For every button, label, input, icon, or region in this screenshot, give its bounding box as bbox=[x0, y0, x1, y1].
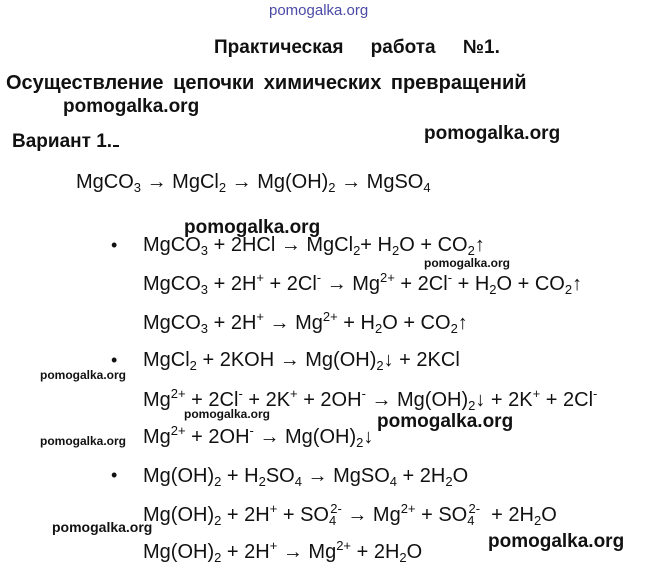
reaction-chain: MgCO$_3$ → MgCl$_2$ → $Mg(OH)_2$ → MgSO$_4$ bbox=[76, 171, 431, 195]
watermark-top: pomogalka.org bbox=[269, 2, 369, 19]
watermark: pomogalka.org bbox=[488, 531, 625, 552]
watermark: pomogalka.org bbox=[377, 411, 514, 432]
equation-short-ionic-1: MgCO$_3$ + $2H^+ \to Mg^{2+} + H_2O$ + $CO_2↑$ bbox=[143, 309, 468, 336]
equation-molecular-3: $Mg(OH)_2 + H_2SO_4$ → MgSO$_4$ + $2H_2O$ bbox=[143, 465, 469, 489]
watermark: pomogalka.org bbox=[40, 434, 127, 448]
watermark: pomogalka.org bbox=[184, 217, 321, 238]
equation-short-ionic-2: $Mg^{2+} + 2OH^-$ → $Mg(OH)_2↓$ bbox=[143, 423, 374, 450]
watermark: pomogalka.org bbox=[184, 407, 271, 421]
equation-molecular-1: MgCO$_3$ + 2HCl → MgCl$_2$+ $H_2O$ + $CO_2↑$ bbox=[143, 234, 485, 258]
equation-full-ionic-1: MgCO$_3$ + $2H^+ + 2Cl^- \to Mg^{2+} + 2Cl^- + H_2O$ + $CO_2↑$ bbox=[143, 270, 583, 297]
equation-full-ionic-2: $Mg^{2+} + 2Cl^- + 2K^+ + 2OH^-$ → $Mg(OH)_2↓ + 2K^+ + 2Cl^-$ bbox=[143, 386, 598, 413]
page-title: Практическая работа №1. bbox=[214, 37, 500, 58]
bullet: • bbox=[111, 350, 118, 370]
watermark: pomogalka.org bbox=[424, 123, 561, 144]
page-subtitle: Осуществление цепочки химических превращений bbox=[6, 72, 527, 94]
watermark: pomogalka.org bbox=[52, 519, 153, 535]
variant-heading: Вариант 1. bbox=[12, 131, 119, 153]
bullet: • bbox=[111, 235, 118, 255]
equation-full-ionic-3: $Mg(OH)_2 + 2H^+ + SO_4^{2-} \to Mg^{2+} + SO_4^{2-} + 2H_2O$ bbox=[143, 501, 557, 528]
equation-short-ionic-3: $Mg(OH)_2 + 2H^+ \to Mg^{2+} + 2H_2O$ bbox=[143, 538, 423, 565]
equation-molecular-2: MgCl$_2$ + $2KOH \to Mg(OH)_2↓ + 2KCl$ bbox=[143, 349, 460, 373]
watermark: pomogalka.org bbox=[63, 96, 200, 117]
watermark: pomogalka.org bbox=[40, 368, 127, 382]
bullet: • bbox=[111, 465, 118, 485]
watermark: pomogalka.org bbox=[424, 256, 511, 270]
